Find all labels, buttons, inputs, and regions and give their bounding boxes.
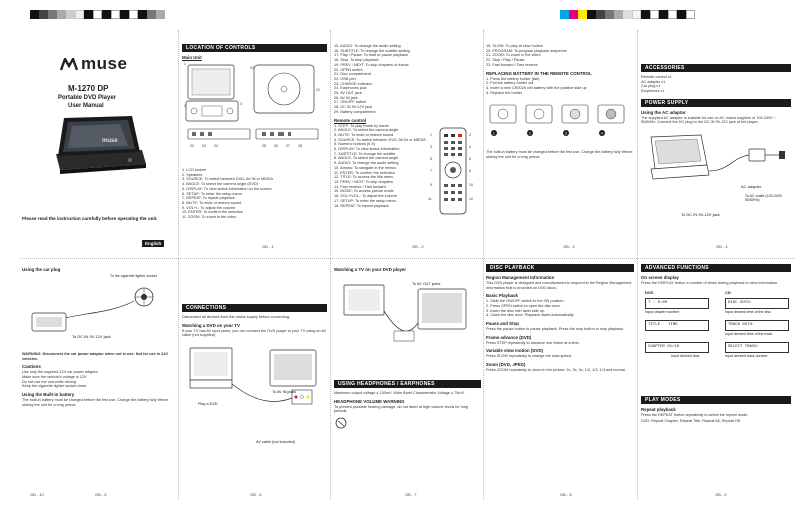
- svg-text:2: 2: [528, 130, 532, 136]
- power-text: The supplied AC adaptor is suitable for use on AC mains supplies of 100-240V ~ 50/60Hz. Connect the DC plug to the DC IN 9V-12V jack of the player.: [641, 115, 776, 125]
- remote-item: 3. MUTE: To mute or restore sound: [334, 132, 394, 137]
- svg-text:6: 6: [469, 156, 471, 161]
- page-number: GB - 2: [412, 244, 424, 249]
- advanced-heading: ADVANCED FUNCTIONS: [641, 264, 791, 272]
- svg-text:9: 9: [430, 182, 432, 187]
- av-out-diagram: [334, 273, 481, 353]
- caution-item: Make sure the vehicle's voltage is 12V.: [22, 374, 88, 379]
- control-item: 8. MUTE: To mute or restore sound: [182, 200, 242, 205]
- repeat-heading: Repeat playback: [641, 406, 676, 412]
- registration-bar-right: [560, 10, 695, 19]
- builtin-battery-text: The built-in battery must be charged before the first use. Charge the battery fully before storing the unit for a long period.: [22, 398, 169, 407]
- dvd-label: DVD: [645, 289, 654, 295]
- svg-text:20: 20: [250, 66, 254, 70]
- main-unit-heading: Main Unit: [182, 55, 202, 60]
- tv-heading: Watching a DVD on your TV: [182, 322, 240, 328]
- remote-item: 17. SETUP: To enter the setup menu: [334, 198, 396, 203]
- pause-text: Press the pause button to pause playback. Press the stop button to stop playback.: [486, 327, 625, 331]
- accessory-item: Car plug x1: [641, 84, 661, 89]
- car-plug-diagram: [22, 273, 174, 343]
- svg-text:5: 5: [430, 156, 432, 161]
- control-item: 29. Battery compartment: [334, 109, 376, 114]
- model-number: M-1270 DP: [68, 84, 109, 93]
- svg-text:28: 28: [298, 144, 302, 148]
- remote-item: 1. STEP: To play frame by frame: [334, 123, 389, 128]
- manual-subtitle: User Manual: [68, 103, 104, 109]
- read-instructions-notice: Please read the instruction carefully before operating the unit.: [22, 216, 158, 221]
- chapter-display: CHAPTER 01/16: [645, 342, 709, 353]
- repeat-text: Press the REPEAT button repeatedly to select the repeat mode.: [641, 412, 749, 417]
- svg-text:7: 7: [430, 168, 432, 173]
- control-item: 23. CHARGE indicator: [334, 81, 372, 86]
- remote-item: 22. Stop / Play / Pause: [486, 58, 525, 63]
- svg-text:3: 3: [430, 144, 432, 149]
- svg-text:muse: muse: [102, 138, 118, 144]
- input-chapter-label: Input chapter number: [645, 309, 680, 314]
- control-item: 26. AV IN jack: [334, 95, 358, 100]
- repeat-modes: DVD: Repeat Chapter, Repeat Title, Repeat All, Repeat Off: [641, 419, 740, 424]
- dc-in-label: To DC IN 9V-12V jack: [681, 212, 720, 217]
- battery-step: 3. Insert a new CR2025 cell battery with the positive side up: [486, 85, 587, 90]
- av-in-label: To AV IN jacks: [272, 390, 297, 394]
- region-text: This DVD player is designed and manufactured to respond to the Region Management Information that is encoded on DVD discs.: [486, 281, 632, 290]
- svg-text:1: 1: [184, 62, 186, 66]
- control-item: 3. SOURCE: To select between DVD, AV-IN or MEDIA: [182, 177, 274, 182]
- ac-adaptor-label: AC adaptor: [741, 184, 762, 189]
- page-number: GB - 1: [262, 244, 274, 249]
- remote-item: 16. VOL+/VOL-: To adjust the volume: [334, 194, 397, 199]
- remote-item: 21. ZOOM: To zoom in the video: [486, 53, 541, 58]
- svg-text:2: 2: [469, 132, 471, 137]
- av-cable-label: AV cable (not included): [256, 440, 295, 444]
- svg-text:21: 21: [316, 88, 320, 92]
- remote-item: 7. SUBTITLE: To change the subtitle: [334, 151, 396, 156]
- page-number: GB - 5: [95, 492, 107, 497]
- svg-text:11: 11: [428, 196, 432, 201]
- page-number: GB - 4: [716, 244, 728, 249]
- player-heading: Watching a TV on your DVD player: [334, 267, 407, 272]
- pause-heading: Pause and Stop: [486, 321, 519, 326]
- svg-text:8: 8: [469, 168, 471, 173]
- disc-goto-display: DISC GOTO:: [725, 298, 789, 309]
- remote-item: 12. TITLE: To access the title menu: [334, 175, 394, 180]
- page-number: GB - 3: [563, 244, 575, 249]
- headphones-text: Maximum output voltage ≤ 150mV. Wide Band Characteristic Voltage ≥ 75mV.: [334, 391, 465, 395]
- dvd-player-photo: [50, 114, 148, 184]
- control-item: 21. Disc compartment: [334, 72, 371, 77]
- remote-item: 18. REPEAT: To repeat playback: [334, 203, 389, 208]
- control-item: 15. AUDIO: To change the audio setting: [334, 44, 401, 48]
- car-dc-label: To DC IN 9V-12V jack: [72, 334, 111, 339]
- svg-text:26: 26: [274, 144, 278, 148]
- control-item: 7. REPEAT: To repeat playback: [182, 196, 235, 201]
- connections-intro: Disconnect all devices from the mains supply before connecting.: [182, 315, 291, 319]
- cover-panel: [22, 30, 172, 255]
- cigarette-lighter-label: To the cigarette lighter socket: [110, 274, 157, 278]
- builtin-battery-heading: Using the Built-in battery: [22, 392, 75, 397]
- horizontal-fold: [20, 258, 795, 259]
- battery-warning-text: The built-in battery must be charged before the first use. Charge the battery fully before storing the unit for a long period.: [486, 150, 633, 159]
- control-item: 5. DISPLAY: To view status information on the screen: [182, 186, 272, 191]
- svg-text:3: 3: [564, 130, 568, 136]
- svg-text:1: 1: [492, 130, 496, 136]
- svg-text:24: 24: [214, 144, 218, 148]
- control-item: 19. PREV / NEXT: To skip chapters or tracks: [334, 62, 409, 67]
- control-item: 24. Earphones jack: [334, 86, 367, 91]
- accessory-item: AC adaptor x1: [641, 79, 666, 84]
- accessory-item: Remote control x1: [641, 75, 672, 79]
- battery-step: 4. Replace the holder: [486, 90, 523, 95]
- page-number: GB - 10: [30, 492, 44, 497]
- hearing-warning-text: To prevent possible hearing damage, do not listen at high volume levels for long periods.: [334, 404, 469, 414]
- caution-item: Keep the cigarette lighter socket clean.: [22, 384, 88, 389]
- play-dvd-label: Play a DVD: [198, 402, 218, 406]
- track-goto-display: TRACK GOTO:: [725, 320, 789, 331]
- remote-item: 11. ENTER: To confirm the selection: [334, 170, 395, 175]
- battery-step: 2. Pull the battery holder out: [486, 81, 534, 86]
- remote-heading: Remote control: [334, 117, 367, 123]
- input-track-time-label: Input desired time of the track: [725, 331, 773, 336]
- power-panel: [641, 44, 791, 256]
- page-number: GB - 6: [250, 492, 262, 497]
- caution-item: Use only the supplied 12V car power adaptor.: [22, 370, 99, 375]
- svg-text:4: 4: [469, 144, 471, 149]
- svg-text:10: 10: [469, 182, 473, 187]
- headphones-heading: USING HEADPHONES / EARPHONES: [334, 380, 481, 388]
- time-display: T : 0:00: [645, 298, 709, 309]
- page-number: GB - 9: [715, 492, 727, 497]
- battery-step: 1. Press the battery holder (tab): [486, 76, 540, 81]
- car-plug-panel: [22, 264, 174, 489]
- brand-name: muse: [81, 54, 128, 73]
- basic-playback-heading: Basic Playback: [486, 293, 518, 299]
- muse-logo-icon: [60, 58, 78, 71]
- control-item: 27. ON/OFF switch: [334, 100, 367, 105]
- svg-text:23: 23: [202, 144, 206, 148]
- svg-text:2: 2: [184, 104, 186, 108]
- remote-item: 20. PROGRAM: To program playback sequence: [486, 48, 567, 53]
- car-plug-heading: Using the car plug: [22, 267, 61, 272]
- ac-adaptor-subheading: Using the AC adaptor: [641, 109, 686, 115]
- control-item: 9. VOL+/-: To adjust the volume: [182, 205, 236, 210]
- remote-item: 2. ANGLE: To select the camera angle: [334, 128, 399, 133]
- remote-item: 19. SLOW: To play at slow motion: [486, 44, 543, 48]
- input-time-label: Input desired time: [671, 353, 700, 358]
- remote-item: 4. SOURCE: To switch between DVD, AV-IN or MEDIA: [334, 137, 426, 142]
- power-supply-heading: POWER SUPPLY: [641, 99, 791, 107]
- playback-step: 4. Close the disc door. Playback starts automatically.: [486, 313, 575, 318]
- title-field: TITLE: [648, 322, 661, 327]
- control-item: 1. LCD screen: [182, 168, 207, 172]
- frame-heading: Frame advance (DVD): [486, 334, 532, 340]
- control-item: 25. AV OUT jack: [334, 91, 362, 96]
- control-item: 4. ANGLE: To select the camera angle (DVD): [182, 182, 258, 187]
- control-item: 20. OPEN switch: [334, 67, 363, 72]
- page-number: GB - 8: [560, 492, 572, 497]
- headphones-panel: [334, 264, 481, 489]
- remote-item: 13. PREV / NEXT: To skip chapters: [334, 179, 394, 184]
- remote-item: 8. ANGLE: To select the camera angle: [334, 156, 399, 161]
- slow-text: Press SLOW repeatedly to change the slow speed.: [486, 354, 572, 359]
- car-warning: WARNING: Disconnect the car power adaptor when not in use. Not for use in 24V vehicles.: [22, 352, 168, 361]
- select-track-display: SELECT TRACK:: [725, 342, 789, 353]
- controls-panel: [182, 44, 327, 256]
- zoom-text: Press ZOOM repeatedly to zoom in the picture: 2x, 3x, 4x, 1/2, 1/3, 1/4 and normal.: [486, 367, 626, 372]
- time-field: TIME: [668, 322, 678, 327]
- ac-adaptor-diagram: [641, 127, 791, 197]
- page-number: GB - 7: [405, 492, 417, 497]
- playback-panel: [486, 264, 634, 489]
- remote-item: 10. Arrows: To navigate in the menus: [334, 165, 397, 170]
- remote-control-diagram: [426, 124, 478, 216]
- frame-text: Press STEP repeatedly to advance one frame at a time.: [486, 340, 580, 345]
- svg-text:22: 22: [190, 144, 194, 148]
- remote-item: 15. MODE: To access picture mode: [334, 189, 394, 194]
- remote-item: 23. Fast forward / Fast reverse: [486, 62, 538, 67]
- tv-text: If your TV has AV input jacks, you can connect the DVD player to your TV using an AV cable (not supplied).: [182, 328, 327, 338]
- osd-heading: On screen display: [641, 275, 679, 280]
- input-track-label: Input desired track number: [725, 353, 768, 358]
- ac-outlet-label: To AC outlet (100-240V 50/60Hz): [745, 194, 783, 203]
- main-unit-diagram: [182, 61, 327, 161]
- accessory-item: Earphones x1: [641, 89, 665, 94]
- region-heading: Region Management Information: [486, 275, 555, 280]
- control-item: 22. USB port: [334, 76, 356, 81]
- tv-connection-diagram: [182, 340, 327, 420]
- playback-step: 2. Press OPEN switch to open the disc door.: [486, 303, 561, 308]
- remote-item: 14. Fast reverse / Fast forward: [334, 184, 386, 189]
- cd-label: CD: [725, 289, 731, 295]
- input-desired-time-label: Input desired time of the disc: [725, 309, 771, 314]
- control-item: 6. SETUP: To enter the setup menu: [182, 191, 242, 196]
- control-item: 16. SUBTITLE: To change the subtitle setting: [334, 48, 410, 53]
- control-item: 18. Stop: To stop playback: [334, 58, 379, 63]
- connections-heading: CONNECTIONS: [182, 304, 327, 312]
- play-modes-heading: PLAY MODES: [641, 396, 791, 404]
- remote-panel: [334, 44, 481, 256]
- svg-text:12: 12: [469, 196, 473, 201]
- caution-item: Do not use the unit while driving.: [22, 379, 77, 384]
- svg-text:27: 27: [286, 144, 290, 148]
- osd-diagram: [641, 288, 791, 396]
- remote-item: 9. AUDIO: To change the audio setting: [334, 161, 399, 166]
- language-tab[interactable]: English: [142, 240, 164, 247]
- battery-replace-heading: REPLACING BATTERY IN THE REMOTE CONTROL: [486, 70, 592, 76]
- control-item: 2. Speakers: [182, 172, 203, 177]
- hearing-warning-icon: [334, 417, 348, 429]
- control-item: 10. ENTER: To confirm the selection: [182, 210, 244, 215]
- playback-step: 3. Insert the disc with label side up.: [486, 308, 546, 313]
- battery-diagram: [486, 99, 634, 139]
- svg-text:25: 25: [262, 144, 266, 148]
- svg-text:1: 1: [430, 132, 432, 137]
- svg-text:3: 3: [240, 102, 242, 106]
- osd-text: Press the DISPLAY button a number of times during playback to view information.: [641, 281, 779, 285]
- brand-logo: [60, 54, 127, 74]
- title-time-display: [645, 320, 709, 331]
- zoom-heading: Zoom (DVD, JPEG): [486, 361, 526, 367]
- remote-item: 6. DISPLAY: To view status information: [334, 147, 400, 152]
- connections-panel: [182, 264, 327, 489]
- controls-heading: LOCATION OF CONTROLS: [182, 44, 327, 52]
- control-item: 28. DC IN 9V-12V jack: [334, 105, 372, 110]
- accessories-heading: ACCESSORIES: [641, 64, 791, 72]
- svg-text:4: 4: [600, 130, 604, 136]
- playback-step: 1. Slide the ON/OFF switch to the ON position.: [486, 299, 565, 304]
- control-item: 11. ZOOM: To zoom in the video: [182, 215, 237, 220]
- cautions-heading: Cautions: [22, 364, 41, 370]
- av-out-label: To AV OUT jacks: [412, 282, 441, 286]
- control-item: 17. Play / Pause: To start or pause playback: [334, 53, 409, 58]
- remote-battery-panel: [486, 44, 634, 256]
- remote-item: 5. Numeric buttons (0-9): [334, 142, 375, 147]
- advanced-panel: [641, 264, 791, 489]
- registration-bar-left: [30, 10, 165, 19]
- product-title: Portable DVD Player: [58, 95, 117, 101]
- slow-heading: Variable slow motion (DVD): [486, 348, 544, 354]
- playback-heading: DISC PLAYBACK: [486, 264, 634, 272]
- hearing-warning-heading: HEADPHONE VOLUME WARNING: [334, 398, 405, 404]
